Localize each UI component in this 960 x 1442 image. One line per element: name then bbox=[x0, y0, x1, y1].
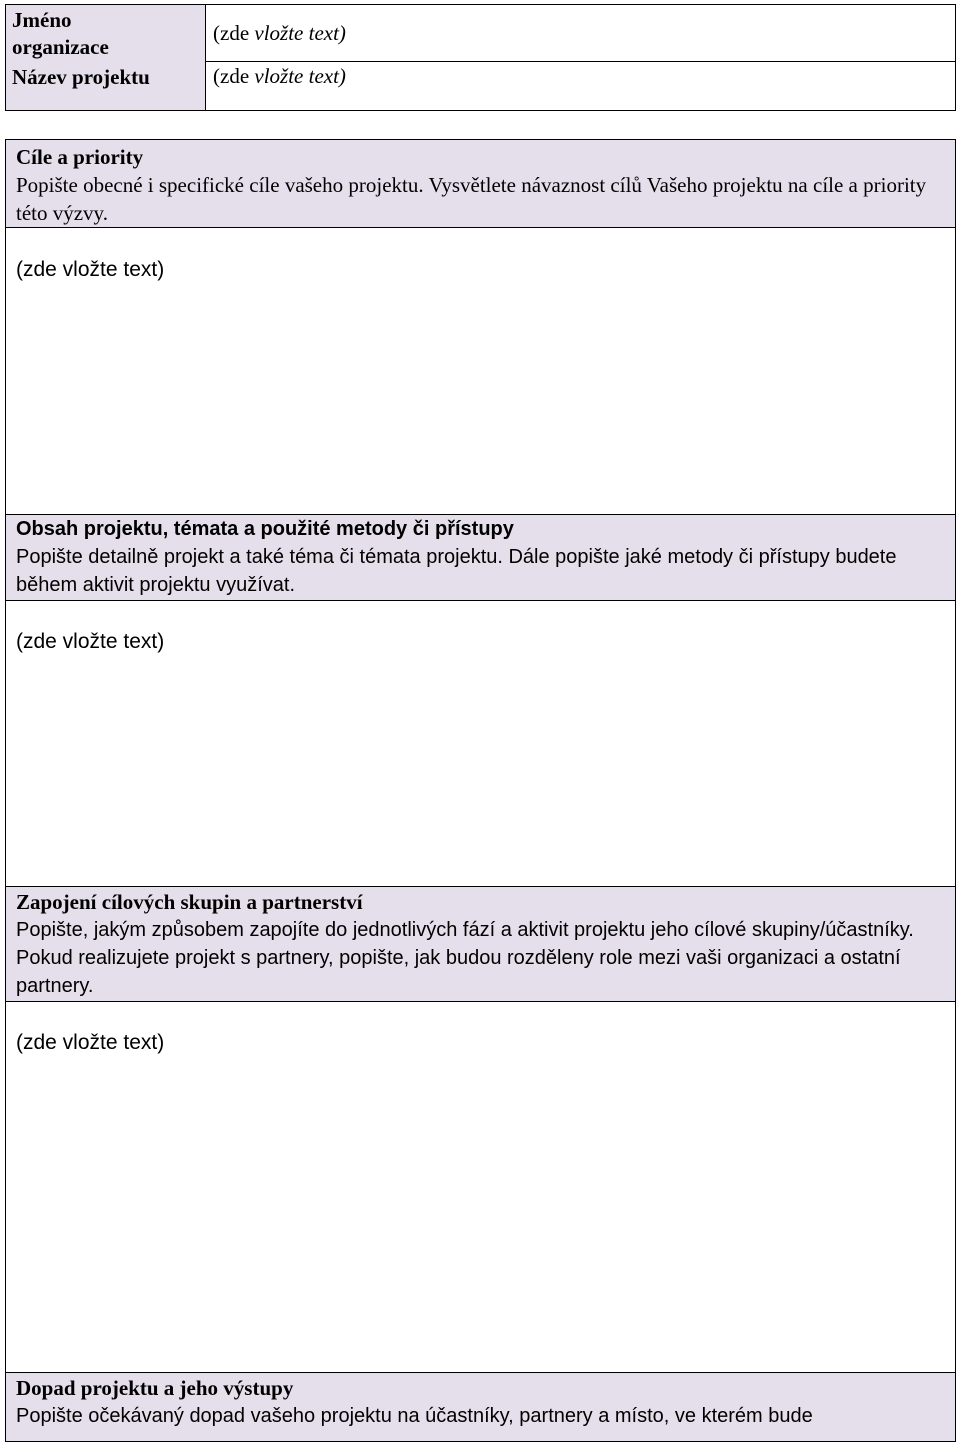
section-content-description: Popište detailně projekt a také téma či témata projektu. Dále popište jaké metody či přístupy budete během aktivit projektu využívat. bbox=[16, 546, 897, 596]
organization-name-label: Jméno organizace bbox=[12, 8, 109, 59]
section-target-groups-title: Zapojení cílových skupin a partnerství bbox=[16, 890, 363, 914]
section-goals-title: Cíle a priority bbox=[16, 145, 144, 169]
section-content-header bbox=[5, 514, 956, 601]
project-name-field[interactable]: (zde vložte text) bbox=[213, 64, 346, 88]
section-impact-header bbox=[5, 1372, 956, 1442]
header-row-divider bbox=[205, 61, 956, 62]
header-column-divider bbox=[205, 4, 206, 111]
section-content-text-field[interactable]: (zde vložte text) bbox=[16, 630, 165, 653]
section-content-title: Obsah projektu, témata a použité metody či přístupy bbox=[16, 518, 514, 540]
section-impact-title: Dopad projektu a jeho výstupy bbox=[16, 1376, 294, 1400]
section-goals-header bbox=[5, 139, 956, 228]
section-goals-text-field[interactable]: (zde vložte text) bbox=[16, 258, 165, 281]
section-impact-description: Popište očekávaný dopad vašeho projektu na účastníky, partnery a místo, ve kterém bude bbox=[16, 1405, 813, 1427]
organization-name-field[interactable]: (zde vložte text) bbox=[213, 21, 346, 45]
section-goals-description: Popište obecné i specifické cíle vašeho projektu. Vysvětlete návaznost cílů Vašeho projektu na cíle a priority této výzvy. bbox=[16, 173, 927, 225]
section-target-groups-header bbox=[5, 886, 956, 1002]
section-target-groups-description: Popište, jakým způsobem zapojíte do jednotlivých fází a aktivit projektu jeho cílové skupiny/účastníky. Pokud realizujete projekt s partnery, popište, jak budou rozděleny role mezi vaši organizaci a ostatní partnery. bbox=[16, 919, 914, 997]
project-name-label: Název projektu bbox=[12, 65, 150, 89]
section-target-groups-text-field[interactable]: (zde vložte text) bbox=[16, 1031, 165, 1054]
